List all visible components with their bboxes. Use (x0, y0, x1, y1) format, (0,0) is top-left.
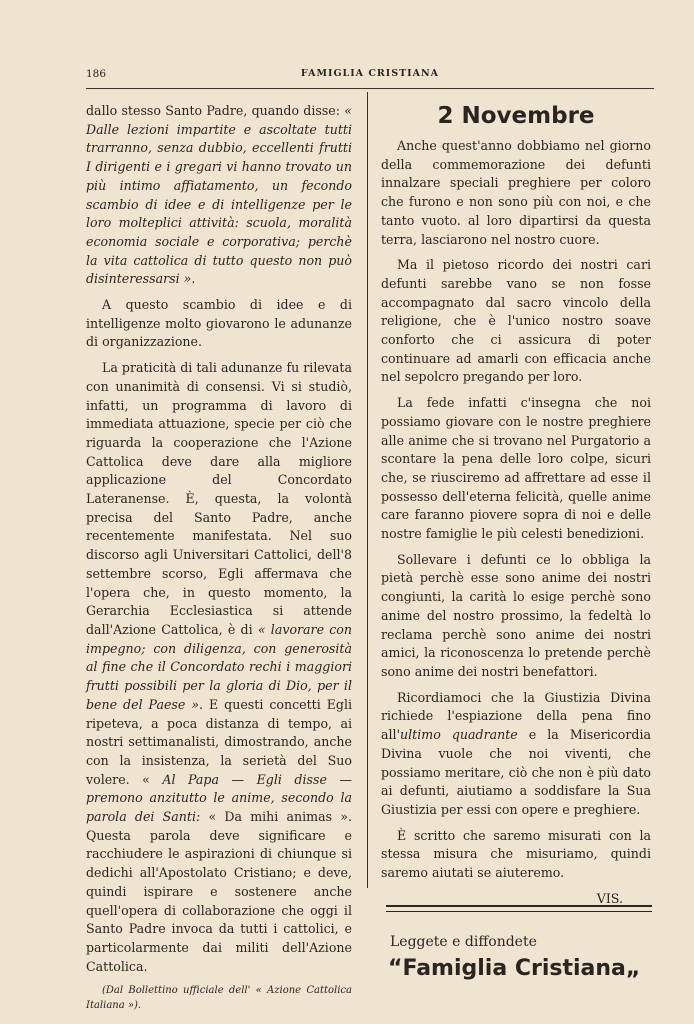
right-paragraph-3: La fede infatti c'insegna che noi possiamo giovare con le nostre preghiere alle anime che si trovano nel Purgatorio a scontare la pena delle loro colpe, sicuri che, se riusciremo ad affrettare ad esse il possesso dell'eterna felicità, quelle anime care faranno piovere sopra di noi e delle nostre famiglie le più celesti benedizioni. (381, 395, 651, 542)
italic-phrase: ultimo quadrante (400, 727, 518, 743)
text-span: Ricordiamoci che la Giustizia Divina richiede l'espiazione della pena fino all' (381, 689, 651, 743)
running-title: FAMIGLIA CRISTIANA (300, 68, 440, 79)
advert-rules (386, 905, 652, 912)
quote-italic: « lavorare con impegno; con diligenza, con generosità al fine che il Concordato rechi i maggiori frutti possibili per la gloria di Dio, per il bene del Paese ». (86, 621, 352, 712)
left-paragraph-1 (86, 102, 352, 289)
left-paragraph-2: A questo scambio di idee e di intelligenze molto giovarono le adunanze di organizzazione. (86, 297, 352, 350)
text-span: « Da mihi animas ». Questa parola deve significare e racchiudere le aspirazioni di chiunque si dedichi all'Apostolato Cristiano; e deve, quindi ispirare e sostenere anche quell'opera di collaborazione che oggi il Santo Padre invoca da tutti i cattolici, e particolarmente dai militi dell'Azione Cattolica. (86, 809, 352, 974)
right-paragraph-5 (381, 689, 651, 820)
right-paragraph-6: È scritto che saremo misurati con la stessa misura che misuriamo, quindi saremo aiutati se aiuteremo. (381, 827, 651, 881)
text-span: La praticità di tali adunanze fu rilevata con unanimità di consensi. Vi si studiò, infatti, un programma di lavoro di immediata attuazione, specie per ciò che riguarda la cooperazione che l'Azione Cattolica deve dare alla migliore applicazione del Concordato Lateranense. È, questa, la volontà precisa del Santo Padre, anche recentemente manifestata. Nel suo discorso agli Universitari Cattolici, dell'8 settembre scorso, Egli affermava che l'opera che, in questo momento, la Gerarchia Ecclesiastica si attende dall'Azione Cattolica, è di (86, 360, 352, 637)
left-paragraph-3 (86, 359, 352, 976)
quote-italic: Al Papa — Egli disse — premono anzitutto le anime, secondo la parola dei Santi: (86, 771, 352, 825)
left-column (86, 102, 352, 1020)
advert-line-2: “Famiglia Cristiana„ (388, 956, 641, 981)
signature: VIS. (596, 890, 623, 906)
page-number: 186 (86, 68, 107, 80)
advert-line-1: Leggete e diffondete (390, 934, 537, 950)
source-note: (Dal Bollettino ufficiale dell' « Azione Cattolica Italiana »). (86, 985, 352, 1012)
text-span: dallo stesso Santo Padre, quando disse: (86, 103, 341, 118)
text-span: E questi concetti Egli ripeteva, a poca distanza di tempo, ai nostri settimanalisti, dimostrando, anche con la insistenza, la serietà del Suo volere. « (86, 696, 353, 787)
text-span: e la Misericordia Divina vuole che noi viventi, che possiamo meritare, ciò che non è più dato ai defunti, aiutiamo a soddisfare la Sua Giustizia per essi con opere e preghiere. (381, 727, 651, 817)
right-column (381, 102, 651, 908)
right-paragraph-2: Ma il pietoso ricordo dei nostri cari defunti sarebbe vano se non fosse accompagnato dal sacro vincolo della religione, che è l'unico nostro soave conforto che ci assicura di poter continuare ad amarli con efficacia anche nel sepolcro pregando per loro. (381, 257, 651, 385)
header-rule (86, 88, 654, 89)
right-paragraph-1: Anche quest'anno dobbiamo nel giorno della commemorazione dei defunti innalzare speciali preghiere per coloro che furono e non sono più con noi, e che tanto vuoto. al loro dipartirsi da questa terra, lasciarono nel nostro cuore. (381, 138, 651, 247)
quote-italic: « Dalle lezioni impartite e ascoltate tutti trarranno, senza dubbio, eccellenti frutti I dirigenti e i gregari vi hanno trovato un più intimo affiatamento, un fecondo scambio di idee e di intelligenze per le loro molteplici attività: scuola, moralità economia sociale e corporativa; perchè la vita cattolica di tutto questo non può disinteressarsi ». (86, 103, 352, 287)
column-divider (367, 92, 368, 888)
page-header (86, 68, 654, 84)
right-paragraph-4: Sollevare i defunti ce lo obbliga la pietà perchè esse sono anime dei nostri congiunti, la carità lo esige perchè sono anime del nostro prossimo, la fedeltà lo reclama perchè sono anime dei nostri amici, la riconoscenza lo pretende perchè sono anime dei nostri benefattori. (381, 551, 651, 679)
article-title: 2 Novembre (437, 103, 595, 129)
